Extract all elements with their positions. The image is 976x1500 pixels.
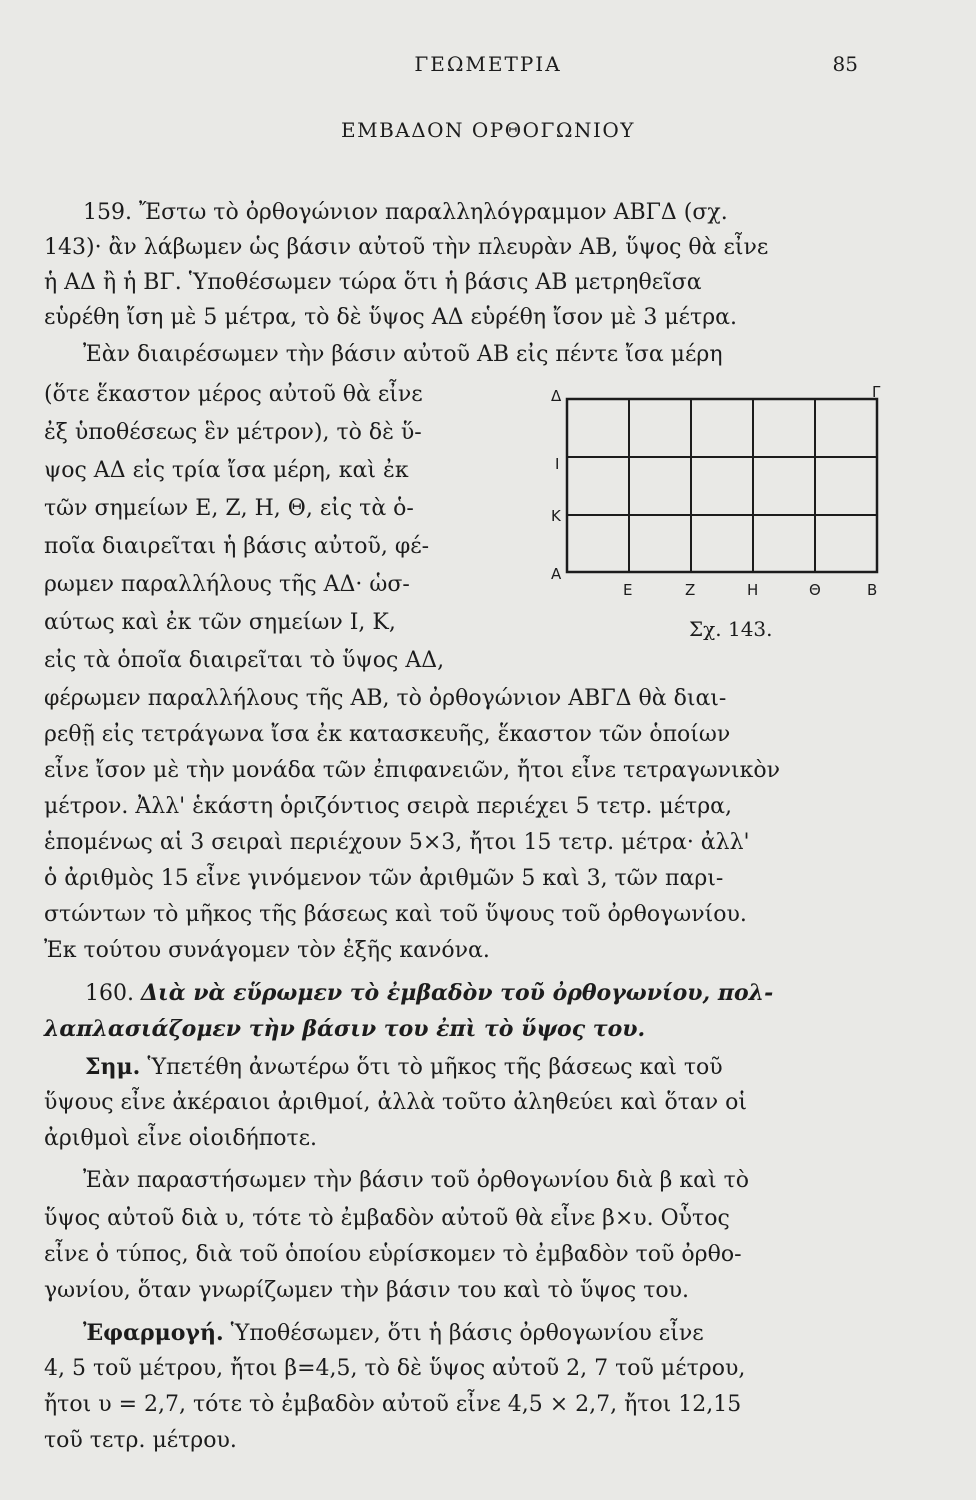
text-line: γωνίου, ὅταν γνωρίζωμεν τὴν βάσιν του καὶ τὸ ὕψος του.	[44, 1278, 689, 1303]
text-line: 4, 5 τοῦ μέτρου, ἤτοι β=4,5, τὸ δὲ ὕψος αὐτοῦ 2, 7 τοῦ μέτρου,	[44, 1356, 746, 1381]
text-line: Ἐκ τούτου συνάγομεν τὸν ἑξῆς κανόνα.	[44, 938, 490, 963]
text-line: ἑπομένως αἱ 3 σειραὶ περιέχουν 5×3, ἤτοι 15 τετρ. μέτρα· ἀλλ'	[44, 830, 750, 855]
text-line: ποῖα διαιρεῖται ἡ βάσις αὐτοῦ, φέ-	[44, 534, 430, 559]
text-line: ἀριθμοὶ εἶνε οἱοιδήποτε.	[44, 1126, 318, 1151]
text-line: εὑρέθη ἴση μὲ 5 μέτρα, τὸ δὲ ὕψος ΑΔ εὑρέθη ἴσον μὲ 3 μέτρα.	[44, 305, 737, 330]
text-line: ἡ ΑΔ ἢ ἡ ΒΓ. Ὑποθέσωμεν τώρα ὅτι ἡ βάσις ΑΒ μετρηθεῖσα	[44, 270, 702, 295]
text-line: 143)· ἂν λάβωμεν ὡς βάσιν αὐτοῦ τὴν πλευρὰν ΑΒ, ὕψος θὰ εἶνε	[44, 235, 769, 260]
note-line-1	[85, 1052, 723, 1083]
text-line: ἐξ ὑποθέσεως ἓν μέτρον), τὸ δὲ ὕ-	[44, 420, 422, 445]
rule-line-2: λαπλασιάζομεν τὴν βάσιν του ἐπὶ τὸ ὕψος του.	[44, 1016, 646, 1042]
label-theta: Θ	[809, 581, 821, 599]
label-delta: Δ	[551, 387, 562, 405]
label-alpha: Α	[551, 565, 562, 583]
text-line: ψος ΑΔ εἰς τρία ἴσα μέρη, καὶ ἐκ	[44, 458, 409, 483]
label-zeta: Ζ	[685, 581, 696, 599]
text-line: εἰς τὰ ὁποῖα διαιρεῖται τὸ ὕψος ΑΔ,	[44, 648, 445, 673]
text-line: ὕψους εἶνε ἀκέραιοι ἀριθμοί, ἀλλὰ τοῦτο ἀληθεύει καὶ ὅταν οἱ	[44, 1090, 747, 1115]
text-line: Ἐὰν διαιρέσωμεν τὴν βάσιν αὐτοῦ ΑΒ εἰς πέντε ἴσα μέρη	[83, 342, 723, 367]
note-label: Σημ.	[85, 1054, 141, 1080]
section-title: ΕΜΒΑΔΟΝ ΟΡΘΟΓΩΝΙΟΥ	[340, 118, 636, 142]
application-line-1	[83, 1318, 704, 1349]
text-line: ρωμεν παραλλήλους τῆς ΑΔ· ὡσ-	[44, 572, 410, 597]
text-line: Ἐὰν παραστήσωμεν τὴν βάσιν τοῦ ὀρθογωνίου διὰ β καὶ τὸ	[83, 1168, 750, 1193]
rule-number: 160.	[85, 981, 134, 1006]
text-line: τῶν σημείων Ε, Ζ, Η, Θ, εἰς τὰ ὁ-	[44, 496, 414, 521]
text-line: εἶνε ὁ τύπος, διὰ τοῦ ὁποίου εὑρίσκομεν τὸ ἐμβαδὸν τοῦ ὀρθο-	[44, 1242, 742, 1267]
text-line: αύτως καὶ ἐκ τῶν σημείων Ι, Κ,	[44, 610, 396, 635]
label-gamma: Γ	[872, 383, 881, 401]
outer-rectangle	[567, 399, 877, 572]
text-line: ὁ ἀριθμὸς 15 εἶνε γινόμενον τῶν ἀριθμῶν 5 καὶ 3, τῶν παρι-	[44, 866, 724, 891]
text-line: φέρωμεν παραλλήλους τῆς ΑΒ, τὸ ὀρθογώνιον ΑΒΓΔ θὰ διαι-	[44, 686, 727, 711]
label-epsilon: Ε	[623, 581, 633, 599]
running-header: ΓΕΩΜΕΤΡΙΑ	[414, 52, 562, 76]
text-line: 159. Ἔστω τὸ ὀρθογώνιον παραλληλόγραμμον ΑΒΓΔ (σχ.	[83, 200, 728, 225]
note-text: Ὑπετέθη ἀνωτέρω ὅτι τὸ μῆκος τῆς βάσεως καὶ τοῦ	[147, 1055, 723, 1080]
label-kappa: Κ	[551, 507, 561, 525]
rule-text: Διὰ νὰ εὕρωμεν τὸ ἐμβαδὸν τοῦ ὀρθογωνίου, πολ-	[140, 980, 774, 1006]
text-line: (ὅτε ἕκαστον μέρος αὐτοῦ θὰ εἶνε	[44, 382, 423, 407]
figure-caption: Σχ. 143.	[689, 617, 773, 641]
text-line: στώντων τὸ μῆκος τῆς βάσεως καὶ τοῦ ὕψους τοῦ ὀρθογωνίου.	[44, 902, 747, 927]
text-line: ρεθῇ εἰς τετράγωνα ἴσα ἐκ κατασκευῆς, ἕκαστον τῶν ὁποίων	[44, 722, 731, 747]
label-iota: Ι	[555, 455, 560, 473]
text-line: μέτρον. Ἀλλ' ἑκάστη ὁριζόντιος σειρὰ περιέχει 5 τετρ. μέτρα,	[44, 794, 732, 819]
text-line: ὕψος αὐτοῦ διὰ υ, τότε τὸ ἐμβαδὸν αὐτοῦ θὰ εἶνε β×υ. Οὗτος	[44, 1206, 730, 1231]
label-beta: Β	[867, 581, 878, 599]
text-line: τοῦ τετρ. μέτρου.	[44, 1428, 237, 1453]
text-line: ἤτοι υ = 2,7, τότε τὸ ἐμβαδὸν αὐτοῦ εἶνε 4,5 × 2,7, ἤτοι 12,15	[44, 1392, 742, 1417]
rule-line-1	[85, 978, 773, 1009]
rectangle-grid	[545, 385, 885, 615]
application-text: Ὑποθέσωμεν, ὅτι ἡ βάσις ὀρθογωνίου εἶνε	[230, 1321, 704, 1346]
label-eta: Η	[747, 581, 759, 599]
text-line: εἶνε ἴσον μὲ τὴν μονάδα τῶν ἐπιφανειῶν, ἤτοι εἶνε τετραγωνικὸν	[44, 758, 781, 783]
application-label: Ἐφαρμογή.	[83, 1320, 224, 1346]
page-number: 85	[832, 52, 858, 76]
